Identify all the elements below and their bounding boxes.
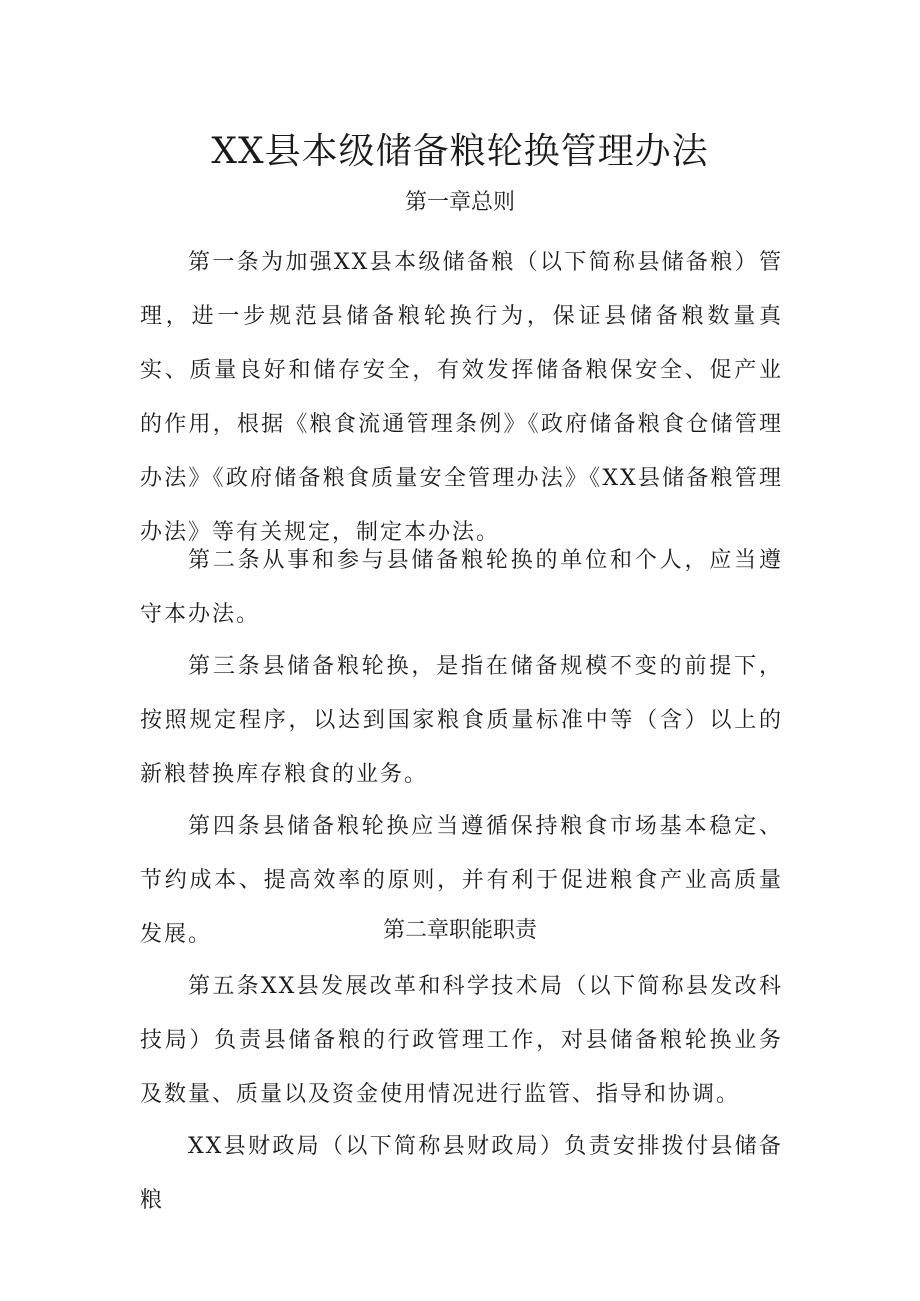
article-4-paragraph: 第四条县储备粮轮换应当遵循保持粮食市场基本稳定、节约成本、提高效率的原则，并有利于促进粮食产业高质量发展。 (140, 814, 783, 947)
article-5-paragraph: 第五条XX县发展改革和科学技术局（以下简称县发改科技局）负责县储备粮的行政管理工作，对县储备粮轮换业务及数量、质量以及资金使用情况进行监管、指导和协调。 (140, 974, 783, 1107)
document-title: XX县本级储备粮轮换管理办法 (211, 131, 709, 172)
article-2-paragraph: 第二条从事和参与县储备粮轮换的单位和个人，应当遵守本办法。 (140, 548, 783, 627)
article-1-paragraph: 第一条为加强XX县本级储备粮（以下简称县储备粮）管理，进一步规范县储备粮轮换行为，保证县储备粮数量真实、质量良好和储存安全，有效发挥储备粮保安全、促产业的作用，根据《粮食流通管理条例》《政府储备粮食仓储管理办法》《政府储备粮食质量安全管理办法》《XX县储备粮管理办法》等有关规定，制定本办法。 (140, 250, 783, 545)
chapter-2-heading: 第二章职能职责 (382, 918, 537, 943)
finance-bureau-paragraph: XX县财政局（以下简称县财政局）负责安排拨付县储备粮 (140, 1134, 783, 1213)
chapter-1-heading: 第一章总则 (404, 190, 515, 215)
article-3-paragraph: 第三条县储备粮轮换，是指在储备规模不变的前提下，按照规定程序，以达到国家粮食质量标准中等（含）以上的新粮替换库存粮食的业务。 (140, 654, 783, 787)
